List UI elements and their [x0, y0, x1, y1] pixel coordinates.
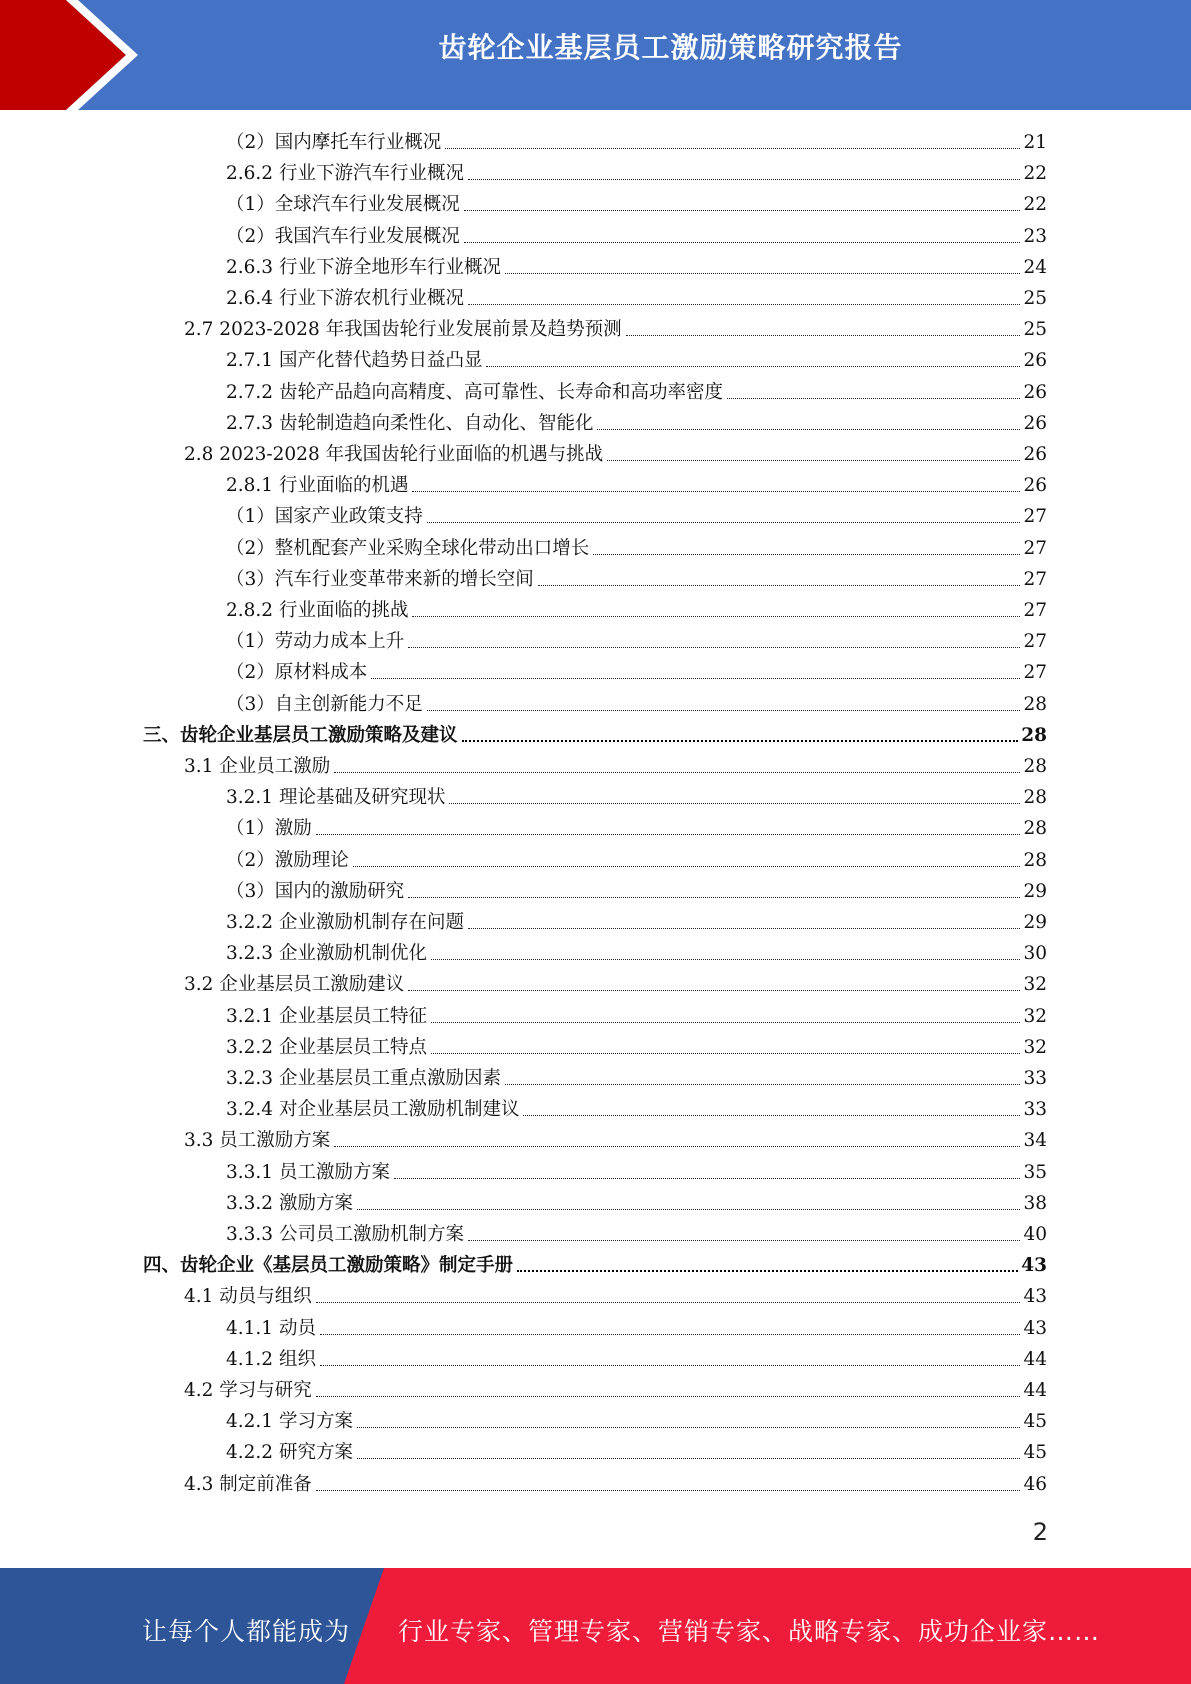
toc-entry-page: 33 [1023, 1099, 1047, 1121]
toc-entry[interactable] [226, 1344, 1047, 1375]
toc-dot-leader [538, 584, 1021, 586]
toc-entry-page: 29 [1023, 880, 1047, 902]
toc-entry-title: 2.6.3 行业下游全地形车行业概况 [226, 256, 501, 278]
toc-entry-page: 32 [1023, 1036, 1047, 1058]
toc-entry[interactable] [226, 845, 1047, 876]
toc-entry[interactable] [226, 127, 1047, 158]
toc-dot-leader [505, 272, 1020, 274]
toc-entry-title: 3.3 员工激励方案 [184, 1130, 331, 1152]
toc-entry[interactable] [226, 533, 1047, 564]
toc-entry[interactable] [226, 1437, 1047, 1468]
toc-dot-leader [334, 771, 1020, 773]
toc-entry-title: 4.2.1 学习方案 [226, 1411, 353, 1433]
toc-entry-page: 29 [1023, 912, 1047, 933]
toc-entry-title: （2）我国汽车行业发展概况 [226, 225, 460, 247]
toc-entry-title: 3.2 企业基层员工激励建议 [184, 974, 405, 996]
toc-dot-leader [505, 1083, 1020, 1085]
toc-entry-page: 26 [1023, 381, 1047, 403]
toc-entry-page: 27 [1023, 568, 1047, 590]
toc-entry-page: 32 [1023, 1005, 1047, 1027]
toc-dot-leader [597, 428, 1020, 430]
toc-entry-page: 43 [1021, 1255, 1047, 1277]
toc-entry[interactable] [226, 501, 1047, 532]
toc-dot-leader [607, 459, 1020, 461]
toc-entry[interactable] [184, 1281, 1047, 1312]
toc-entry-page: 24 [1023, 256, 1047, 278]
toc-dot-leader [468, 1239, 1020, 1241]
toc-dot-leader [357, 1208, 1021, 1210]
toc-entry[interactable] [226, 907, 1047, 938]
toc-dot-leader [449, 802, 1020, 804]
toc-entry-page: 32 [1023, 974, 1047, 996]
toc-dot-leader [316, 1489, 1021, 1491]
toc-entry-page: 22 [1023, 194, 1047, 216]
toc-dot-leader [464, 241, 1021, 243]
toc-entry-title: 3.3.2 激励方案 [226, 1192, 353, 1214]
toc-entry-title: （2）激励理论 [226, 849, 349, 871]
toc-entry-page: 28 [1023, 849, 1047, 871]
toc-dot-leader [431, 1052, 1020, 1054]
toc-entry-page: 26 [1023, 412, 1047, 434]
toc-entry[interactable] [226, 564, 1047, 595]
toc-entry[interactable] [184, 969, 1047, 1000]
toc-entry-title: 3.2.2 企业基层员工特点 [226, 1036, 427, 1058]
toc-entry[interactable] [184, 314, 1047, 345]
toc-entry-title: 3.2.3 企业激励机制优化 [226, 943, 427, 965]
toc-entry[interactable] [226, 1157, 1047, 1188]
toc-entry-title: （3）汽车行业变革带来新的增长空间 [226, 568, 534, 590]
toc-entry[interactable] [226, 470, 1047, 501]
toc-entry[interactable] [184, 1469, 1047, 1500]
toc-entry-title: （1）全球汽车行业发展概况 [226, 194, 460, 216]
toc-entry-page: 30 [1023, 943, 1047, 965]
toc-entry-title: 2.7 2023-2028 年我国齿轮行业发展前景及趋势预测 [184, 319, 622, 341]
toc-entry-title: 三、齿轮企业基层员工激励策略及建议 [143, 724, 458, 746]
toc-dot-leader [468, 178, 1020, 180]
toc-entry[interactable] [226, 252, 1047, 283]
toc-entry-page: 33 [1023, 1068, 1047, 1089]
toc-entry-title: 3.2.4 对企业基层员工激励机制建议 [226, 1099, 520, 1121]
toc-dot-leader [316, 1301, 1021, 1303]
toc-entry-title: （1）激励 [226, 818, 312, 840]
toc-dot-leader [445, 147, 1020, 149]
toc-entry[interactable] [226, 1032, 1047, 1063]
toc-entry[interactable] [184, 439, 1047, 470]
toc-entry-page: 27 [1023, 537, 1047, 559]
toc-entry-title: 4.1 动员与组织 [184, 1286, 312, 1308]
toc-entry-title: （3）国内的激励研究 [226, 880, 405, 902]
page-number: 2 [1032, 1518, 1048, 1546]
toc-entry-page: 23 [1023, 225, 1047, 247]
toc-entry-page: 28 [1021, 724, 1047, 746]
toc-entry-title: （2）原材料成本 [226, 662, 368, 684]
toc-entry[interactable] [226, 158, 1047, 189]
toc-entry-title: 2.7.3 齿轮制造趋向柔性化、自动化、智能化 [226, 412, 594, 434]
page-header [0, 0, 1191, 110]
toc-entry[interactable] [143, 720, 1047, 751]
toc-entry-page: 45 [1023, 1442, 1047, 1464]
toc-entry-page: 27 [1023, 631, 1047, 653]
toc-entry-title: 3.2.2 企业激励机制存在问题 [226, 912, 464, 933]
toc-dot-leader [727, 397, 1020, 399]
toc-entry-page: 34 [1023, 1130, 1047, 1152]
toc-dot-leader [320, 1364, 1021, 1366]
toc-dot-leader [486, 365, 1020, 367]
toc-entry-title: 2.8.2 行业面临的挑战 [226, 600, 409, 621]
toc-dot-leader [626, 334, 1021, 336]
footer-slogan-left: 让每个人都能成为 [142, 1617, 351, 1646]
toc-entry-title: 3.2.1 理论基础及研究现状 [226, 787, 446, 809]
toc-entry-title: 2.7.2 齿轮产品趋向高精度、高可靠性、长寿命和高功率密度 [226, 381, 723, 403]
toc-entry[interactable] [226, 221, 1047, 252]
toc-dot-leader [394, 1177, 1020, 1179]
toc-entry-title: 四、齿轮企业《基层员工激励策略》制定手册 [143, 1255, 514, 1277]
toc-entry-page: 27 [1023, 662, 1047, 684]
toc-entry[interactable] [226, 1219, 1047, 1250]
toc-entry-page: 25 [1023, 319, 1047, 341]
toc-entry[interactable] [143, 1250, 1047, 1281]
toc-entry[interactable] [226, 1001, 1047, 1032]
toc-entry[interactable] [226, 1094, 1047, 1125]
toc-dot-leader [412, 615, 1020, 617]
toc-entry[interactable] [226, 189, 1047, 220]
toc-entry-title: 2.6.4 行业下游农机行业概况 [226, 288, 464, 309]
report-title: 齿轮企业基层员工激励策略研究报告 [438, 31, 903, 64]
toc-entry[interactable] [226, 1188, 1047, 1219]
toc-entry-page: 40 [1023, 1224, 1047, 1245]
toc-entry-page: 28 [1023, 787, 1047, 809]
toc-entry[interactable] [226, 377, 1047, 408]
footer-slogan-right: 行业专家、管理专家、营销专家、战略专家、成功企业家…… [398, 1617, 1101, 1646]
toc-entry-page: 43 [1023, 1286, 1047, 1308]
toc-entry[interactable] [226, 283, 1047, 314]
toc-entry-title: 4.2.2 研究方案 [226, 1442, 353, 1464]
toc-entry-title: 4.1.2 组织 [226, 1348, 316, 1370]
toc-entry[interactable] [226, 1063, 1047, 1094]
toc-entry-title: 4.1.1 动员 [226, 1317, 316, 1339]
toc-entry[interactable] [226, 938, 1047, 969]
toc-dot-leader [320, 1333, 1021, 1335]
toc-entry-title: （2）整机配套产业采购全球化带动出口增长 [226, 537, 590, 559]
toc-entry-title: 3.3.1 员工激励方案 [226, 1161, 390, 1183]
toc-entry-page: 45 [1023, 1411, 1047, 1433]
toc-dot-leader [316, 833, 1021, 835]
toc-entry-title: 2.6.2 行业下游汽车行业概况 [226, 163, 464, 185]
toc-entry-page: 22 [1023, 163, 1047, 185]
toc-dot-leader [334, 1145, 1020, 1147]
toc-entry-title: （3）自主创新能力不足 [226, 693, 423, 715]
toc-entry-title: 3.2.1 企业基层员工特征 [226, 1005, 427, 1027]
toc-dot-leader [408, 646, 1020, 648]
toc-entry[interactable] [226, 813, 1047, 844]
toc-entry-title: 3.2.3 企业基层员工重点激励因素 [226, 1068, 501, 1089]
toc-entry-page: 28 [1023, 818, 1047, 840]
toc-entry-page: 27 [1023, 506, 1047, 528]
toc-entry[interactable] [184, 751, 1047, 782]
toc-dot-leader [431, 1021, 1020, 1023]
toc-entry-page: 26 [1023, 350, 1047, 372]
toc-entry-page: 43 [1023, 1317, 1047, 1339]
toc-entry-title: 3.1 企业员工激励 [184, 756, 331, 777]
toc-entry-page: 44 [1023, 1348, 1047, 1370]
toc-entry[interactable] [226, 689, 1047, 720]
toc-dot-leader [468, 303, 1020, 305]
toc-entry-page: 38 [1023, 1192, 1047, 1214]
toc-entry[interactable] [226, 345, 1047, 376]
toc-entry-title: （1）国家产业政策支持 [226, 506, 423, 528]
toc-entry[interactable] [226, 782, 1047, 813]
toc-entry[interactable] [226, 408, 1047, 439]
toc-entry-page: 46 [1023, 1473, 1047, 1495]
toc-entry-title: 2.8 2023-2028 年我国齿轮行业面临的机遇与挑战 [184, 444, 604, 465]
toc-dot-leader [357, 1426, 1021, 1428]
toc-entry[interactable] [226, 657, 1047, 688]
toc-entry[interactable] [226, 1313, 1047, 1344]
toc-entry[interactable] [184, 1125, 1047, 1156]
toc-entry[interactable] [226, 626, 1047, 657]
toc-dot-leader [517, 1269, 1018, 1272]
toc-entry-page: 27 [1023, 600, 1047, 621]
toc-entry-page: 28 [1023, 756, 1047, 777]
toc-entry-page: 26 [1023, 444, 1047, 465]
toc-entry[interactable] [226, 876, 1047, 907]
toc-entry-page: 35 [1023, 1161, 1047, 1183]
toc-dot-leader [357, 1457, 1021, 1459]
toc-dot-leader [408, 989, 1020, 991]
page-footer [0, 1568, 1191, 1684]
toc-dot-leader [353, 865, 1021, 867]
toc-entry-page: 25 [1023, 288, 1047, 309]
toc-entry[interactable] [226, 1406, 1047, 1437]
toc-entry-title: （2）国内摩托车行业概况 [226, 132, 442, 153]
toc-dot-leader [523, 1114, 1020, 1116]
toc-entry-title: 4.2 学习与研究 [184, 1380, 312, 1401]
toc-dot-leader [593, 553, 1020, 555]
toc-entry[interactable] [226, 595, 1047, 626]
toc-entry-title: 3.3.3 公司员工激励机制方案 [226, 1224, 464, 1245]
toc-dot-leader [427, 709, 1021, 711]
toc-dot-leader [371, 677, 1020, 679]
toc-dot-leader [427, 521, 1021, 523]
toc-dot-leader [464, 209, 1021, 211]
toc-dot-leader [412, 490, 1020, 492]
toc-entry-title: 2.8.1 行业面临的机遇 [226, 475, 409, 497]
toc-entry-title: 2.7.1 国产化替代趋势日益凸显 [226, 350, 483, 372]
toc-dot-leader [468, 927, 1020, 929]
toc-entry-title: （1）劳动力成本上升 [226, 631, 405, 653]
toc-entry[interactable] [184, 1375, 1047, 1406]
toc-dot-leader [431, 958, 1020, 960]
toc-entry-page: 26 [1023, 475, 1047, 497]
toc-entry-page: 44 [1023, 1380, 1047, 1401]
toc-entry-title: 4.3 制定前准备 [184, 1473, 312, 1495]
toc-dot-leader [462, 739, 1019, 742]
toc-entry-page: 21 [1023, 132, 1047, 153]
toc-entry-page: 28 [1023, 693, 1047, 715]
toc-dot-leader [316, 1395, 1021, 1397]
toc-dot-leader [408, 896, 1020, 898]
